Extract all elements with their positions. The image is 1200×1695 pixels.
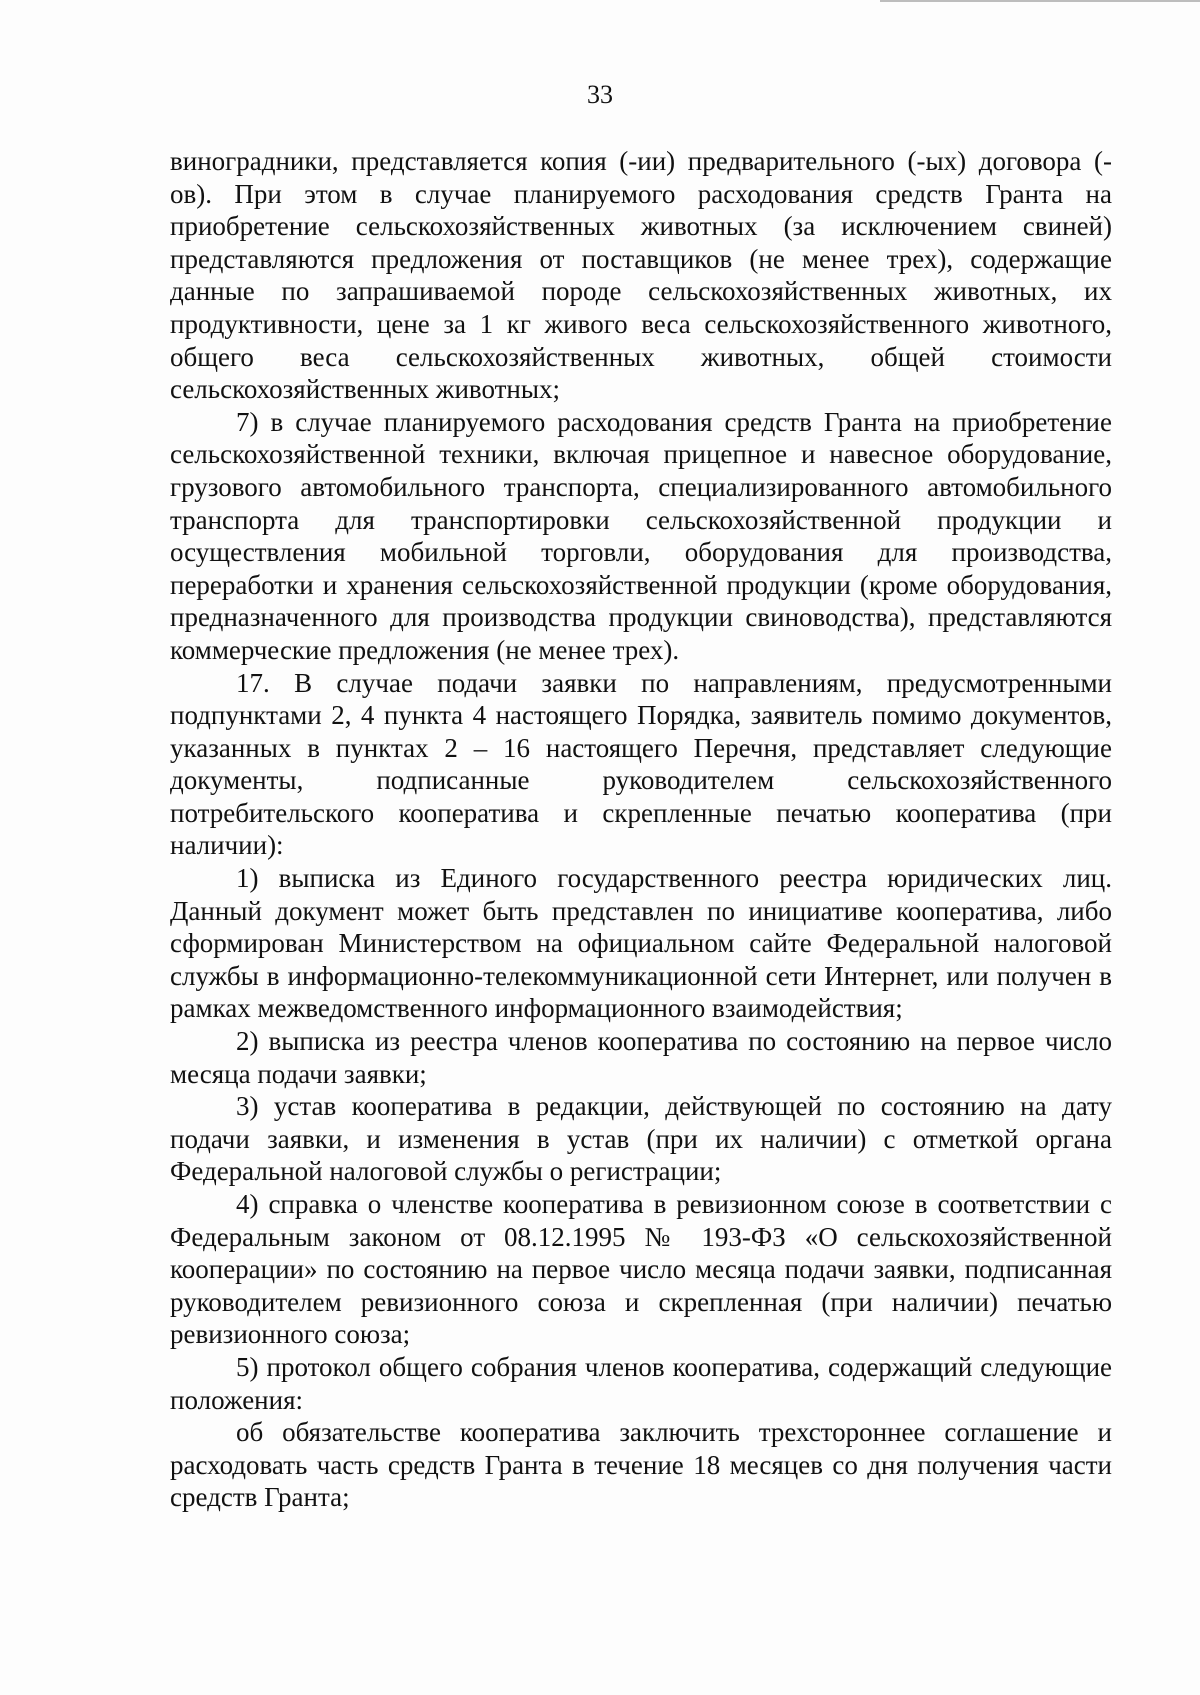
paragraph-item-2: 2) выписка из реестра членов кооператива по состоянию на первое число месяца подачи заявки; [170, 1026, 1112, 1089]
page-number: 33 [587, 80, 613, 109]
paragraph-item-1: 1) выписка из Единого государственного реестра юридических лиц. Данный документ может быть представлен по инициативе кооператива, либо сформирован Министерством на официальном сайте Федеральной налоговой службы в информационно-телекоммуникационной сети Интернет, или получен в рамках межведомственного информационного взаимодействия; [170, 863, 1112, 1024]
paragraph-continuation: виноградники, представляется копия (-ии) предварительного (-ых) договора (-ов). При этом в случае планируемого расходования средств Гранта на приобретение сельскохозяйственных животных (за исключением свиней) представляются предложения от поставщиков (не менее трех), содержащие данные по запрашиваемой породе сельскохозяйственных животных, их продуктивности, цене за 1 кг живого веса сельскохозяйственного животного, общего веса сельскохозяйственных животных, общей стоимости сельскохозяйственных животных; [170, 146, 1112, 405]
paragraph-section-17: 17. В случае подачи заявки по направлениям, предусмотренными подпунктами 2, 4 пункта 4 настоящего Порядка, заявитель помимо документов, указанных в пунктах 2 – 16 настоящего Перечня, представляет следующие документы, подписанные руководителем сельскохозяйственного потребительского кооператива и скрепленные печатью кооператива (при наличии): [170, 667, 1112, 861]
paragraph-obligation: об обязательстве кооператива заключить трехстороннее соглашение и расходовать часть средств Гранта в течение 18 месяцев со дня получения части средств Гранта; [170, 1417, 1112, 1513]
paragraph-item-5: 5) протокол общего собрания членов кооператива, содержащий следующие положения: [170, 1351, 1112, 1415]
document-body [170, 145, 1112, 1514]
paragraph-item-4: 4) справка о членстве кооператива в ревизионном союзе в соответствии с Федеральным законом от 08.12.1995 № 193-ФЗ «О сельскохозяйственной кооперации» по состоянию на первое число месяца подачи заявки, подписанная руководителем ревизионного союза и скрепленная (при наличии) печатью ревизионного союза; [170, 1189, 1112, 1350]
paragraph-item-7: 7) в случае планируемого расходования средств Гранта на приобретение сельскохозяйственной техники, включая прицепное и навесное оборудование, грузового автомобильного транспорта, специализированного автомобильного транспорта для транспортировки сельскохозяйственной продукции и осуществления мобильной торговли, оборудования для производства, переработки и хранения сельскохозяйственной продукции (кроме оборудования, предназначенного для производства продукции свиноводства), представляются коммерческие предложения (не менее трех). [170, 406, 1112, 665]
scan-edge-line [880, 0, 1200, 2]
paragraph-item-3: 3) устав кооператива в редакции, действующей по состоянию на дату подачи заявки, и изменения в устав (при их наличии) с отметкой органа Федеральной налоговой службы о регистрации; [170, 1091, 1112, 1187]
